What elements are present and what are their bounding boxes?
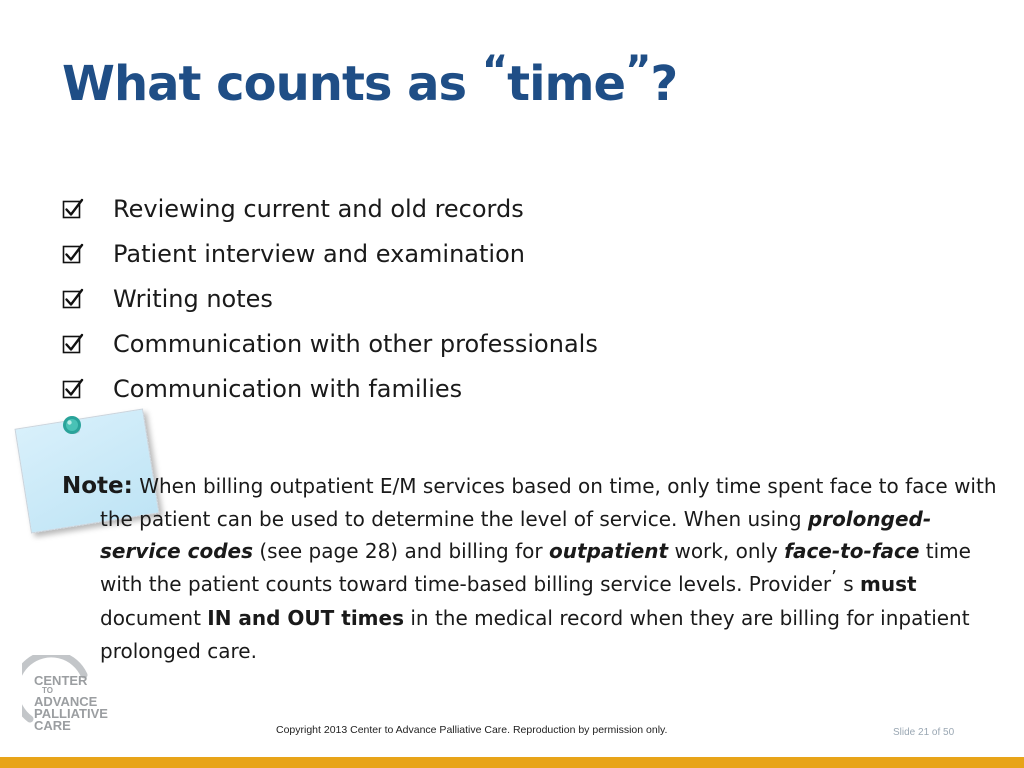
copyright-text: Copyright 2013 Center to Advance Palliative Care. Reproduction by permission only. — [276, 724, 668, 736]
slide-title: What counts as “time”? — [62, 48, 678, 112]
checklist — [62, 186, 598, 411]
checkbox-checked-icon — [62, 243, 84, 265]
capc-logo: CENTER TO ADVANCE PALLIATIVE CARE — [22, 655, 122, 735]
footer-bar — [0, 757, 1024, 768]
note-label: Note: — [62, 473, 133, 499]
checklist-item — [62, 276, 598, 321]
billing-note: Note: When billing outpatient E/M services based on time, only time spent face to face with the patient can be used to determine the level of service. When using prolonged-service codes (see page 28) and billing for outpatient work, only face-to-face time with the patient counts toward time-based billing service levels. Provider’ s must document IN and OUT times in the medical record when they are billing for inpatient prolonged care. — [62, 473, 997, 663]
checkbox-checked-icon — [62, 378, 84, 400]
checklist-item-label: Communication with other professionals — [113, 329, 598, 358]
checklist-item — [62, 186, 598, 231]
checkbox-checked-icon — [62, 198, 84, 220]
checkbox-checked-icon — [62, 333, 84, 355]
checklist-item-label: Writing notes — [113, 284, 273, 313]
checklist-item — [62, 321, 598, 366]
checkbox-checked-icon — [62, 288, 84, 310]
checklist-item-label: Communication with families — [113, 374, 463, 403]
pushpin-icon — [60, 413, 86, 439]
checklist-item-label: Patient interview and examination — [113, 239, 525, 268]
checklist-item — [62, 231, 598, 276]
checklist-item-label: Reviewing current and old records — [113, 194, 524, 223]
slide-number: Slide 21 of 50 — [893, 727, 955, 738]
checklist-item — [62, 366, 598, 411]
